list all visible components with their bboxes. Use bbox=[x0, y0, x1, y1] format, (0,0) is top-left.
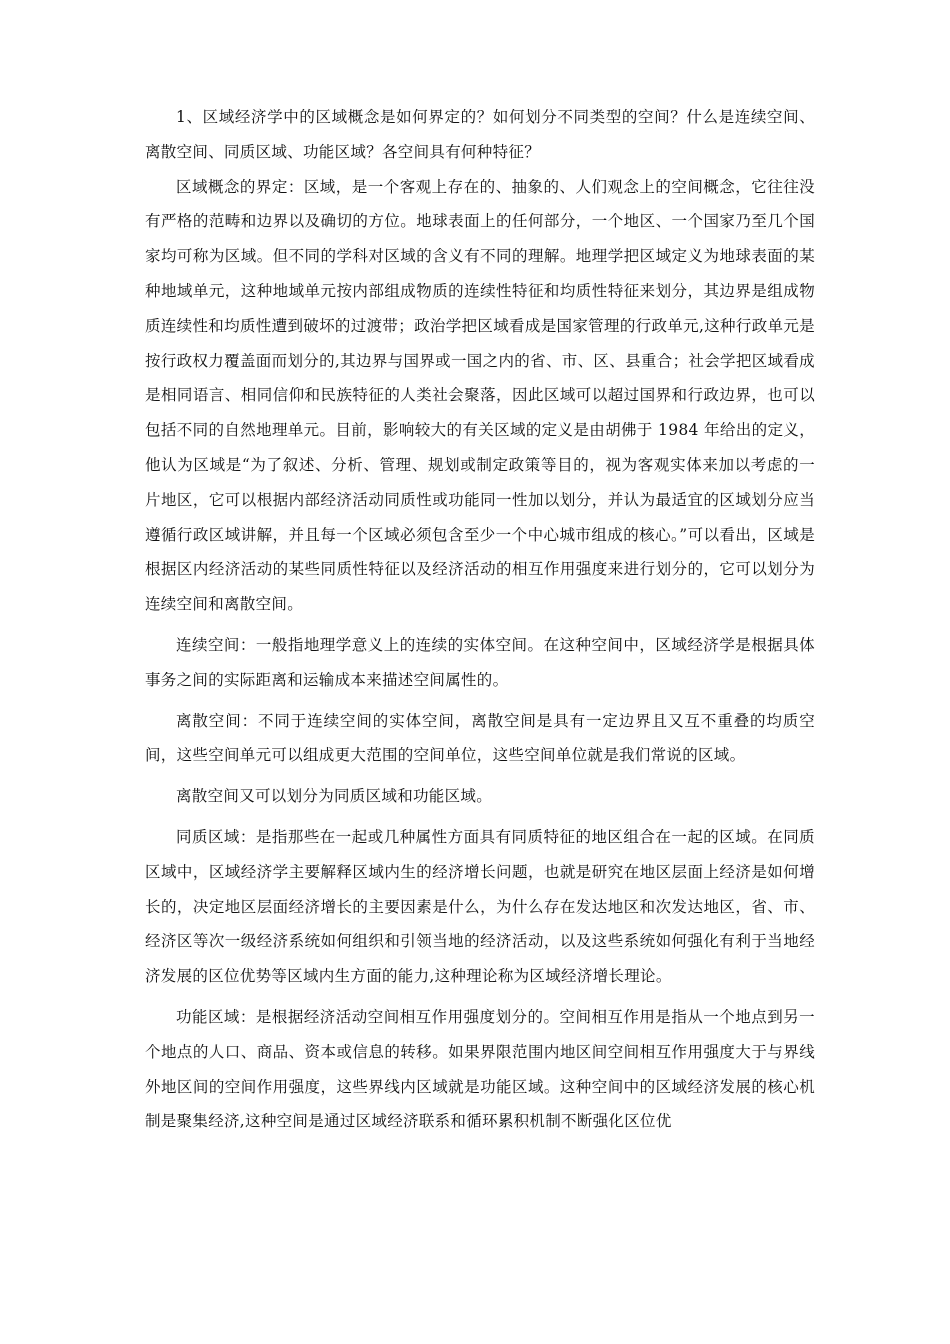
homogeneous-region-paragraph: 同质区域：是指那些在一起或几种属性方面具有同质特征的地区组合在一起的区域。在同质区域中，区域经济学主要解释区域内生的经济增长问题，也就是研究在地区层面上经济是如何增长的，决定地区层面经济增长的主要因素是什么，为什么存在发达地区和次发达地区，省、市、经济区等次一级经济系统如何组织和引领当地的经济活动，以及这些系统如何强化有利于当地经济发展的区位优势等区域内生方面的能力,这种理论称为区域经济增长理论。 bbox=[145, 827, 815, 986]
question-paragraph: 1、区域经济学中的区域概念是如何界定的？如何划分不同类型的空间？什么是连续空间、离散空间、同质区域、功能区域？各空间具有何种特征？ bbox=[145, 108, 815, 161]
document-body bbox=[145, 100, 815, 1139]
discrete-space-paragraph: 离散空间：不同于连续空间的实体空间，离散空间是具有一定边界且又互不重叠的均质空间，这些空间单元可以组成更大范围的空间单位，这些空间单位就是我们常说的区域。 bbox=[145, 711, 815, 765]
continuous-space-paragraph: 连续空间：一般指地理学意义上的连续的实体空间。在这种空间中，区域经济学是根据具体事务之间的实际距离和运输成本来描述空间属性的。 bbox=[145, 635, 815, 689]
region-definition-paragraph: 区域概念的界定：区域，是一个客观上存在的、抽象的、人们观念上的空间概念，它往往没有严格的范畴和边界以及确切的方位。地球表面上的任何部分，一个地区、一个国家乃至几个国家均可称为区域。但不同的学科对区域的含义有不同的理解。地理学把区域定义为地球表面的某种地域单元，这种地域单元按内部组成物质的连续性特征和均质性特征来划分，其边界是组成物质连续性和均质性遭到破坏的过渡带；政治学把区域看成是国家管理的行政单元,这种行政单元是按行政权力覆盖面而划分的,其边界与国界或一国之内的省、市、区、县重合；社会学把区域看成是相同语言、相同信仰和民族特征的人类社会聚落，因此区域可以超过国界和行政边界，也可以包括不同的自然地理单元。目前，影响较大的有关区域的定义是由胡佛于 1984 年给出的定义，他认为区域是“为了叙述、分析、管理、规划或制定政策等目的，视为客观实体来加以考虑的一片地区，它可以根据内部经济活动同质性或功能同一性加以划分，并认为最适宜的区域划分应当遵循行政区域讲解，并且每一个区域必须包含至少一个中心城市组成的核心。”可以看出，区域是根据区内经济活动的某些同质性特征以及经济活动的相互作用强度来进行划分的，它可以划分为连续空间和离散空间。 bbox=[145, 177, 815, 614]
discrete-space-division-paragraph: 离散空间又可以划分为同质区域和功能区域。 bbox=[176, 787, 493, 806]
functional-region-paragraph: 功能区域：是根据经济活动空间相互作用强度划分的。空间相互作用是指从一个地点到另一个地点的人口、商品、资本或信息的转移。如果界限范围内地区间空间相互作用强度大于与界线外地区间的空间作用强度，这些界线内区域就是功能区域。这种空间中的区域经济发展的核心机制是聚集经济,这种空间是通过区域经济联系和循环累积机制不断强化区位优 bbox=[145, 1007, 815, 1131]
